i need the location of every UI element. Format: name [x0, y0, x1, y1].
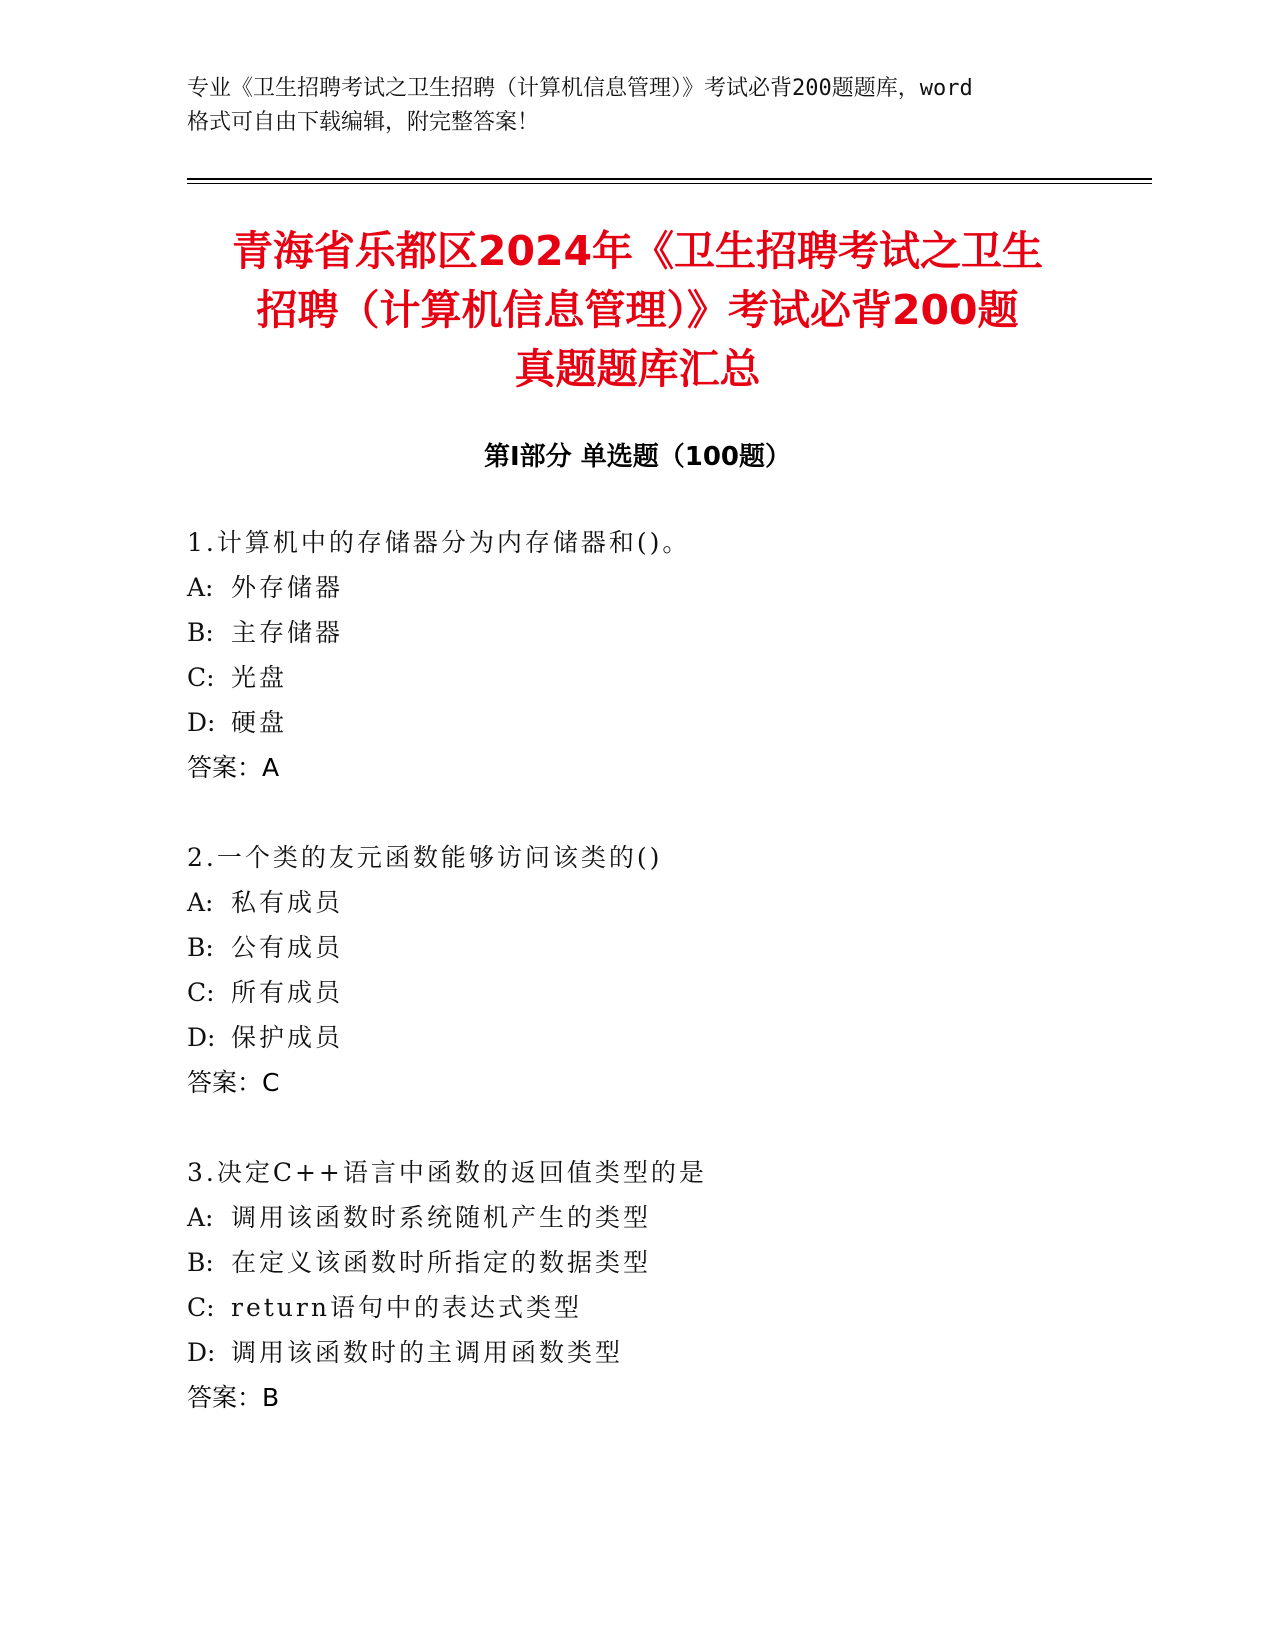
option-c — [187, 655, 1087, 700]
answer-line: 答案：B — [187, 1383, 280, 1412]
document-title-line: 青海省乐都区2024年《卫生招聘考试之卫生 — [231, 227, 1044, 275]
option-text: 在定义该函数时所指定的数据类型 — [231, 1248, 652, 1277]
option-d — [187, 1330, 1087, 1375]
option-a — [187, 565, 1087, 610]
option-text: 所有成员 — [231, 978, 344, 1007]
option-b — [187, 1240, 1087, 1285]
header-divider — [187, 178, 1152, 180]
question-item — [187, 520, 1087, 790]
option-key: D: — [187, 1338, 216, 1367]
option-key: A: — [187, 888, 214, 917]
question-list — [187, 520, 1087, 1465]
answer-line: 答案：C — [187, 1068, 280, 1097]
option-key: B: — [187, 618, 214, 647]
option-a — [187, 880, 1087, 925]
option-c — [187, 970, 1087, 1015]
answer-line: 答案：A — [187, 753, 280, 782]
option-text: 保护成员 — [231, 1023, 344, 1052]
document-title — [160, 222, 1115, 399]
header-note-line: 格式可自由下载编辑，附完整答案！ — [187, 110, 540, 135]
option-text: 光盘 — [231, 663, 288, 692]
header-divider-thin — [187, 183, 1152, 184]
option-text: 硬盘 — [231, 708, 288, 737]
option-text: 调用该函数时的主调用函数类型 — [231, 1338, 624, 1367]
option-text: 调用该函数时系统随机产生的类型 — [231, 1203, 652, 1232]
option-text: 公有成员 — [231, 933, 344, 962]
option-b — [187, 925, 1087, 970]
question-stem: 2.一个类的友元函数能够访问该类的() — [187, 843, 663, 872]
option-key: C: — [187, 1293, 215, 1322]
header-note — [187, 72, 1087, 140]
question-item — [187, 1150, 1087, 1420]
question-item — [187, 835, 1087, 1105]
option-key: B: — [187, 1248, 214, 1277]
option-text: return语句中的表达式类型 — [231, 1293, 582, 1322]
option-key: A: — [187, 1203, 214, 1232]
option-c — [187, 1285, 1087, 1330]
section-title: 第Ⅰ部分 单选题（100题） — [484, 442, 791, 472]
document-title-line: 真题题库汇总 — [514, 345, 761, 393]
option-key: C: — [187, 978, 215, 1007]
option-a — [187, 1195, 1087, 1240]
question-stem: 3.决定C++语言中函数的返回值类型的是 — [187, 1158, 707, 1187]
question-stem: 1.计算机中的存储器分为内存储器和()。 — [187, 528, 691, 557]
option-key: D: — [187, 708, 216, 737]
header-note-line: 专业《卫生招聘考试之卫生招聘（计算机信息管理）》考试必背200题题库，word — [187, 76, 973, 101]
option-key: A: — [187, 573, 214, 602]
option-key: B: — [187, 933, 214, 962]
option-d — [187, 1015, 1087, 1060]
document-title-line: 招聘（计算机信息管理）》考试必背200题 — [256, 286, 1019, 334]
option-key: D: — [187, 1023, 216, 1052]
option-text: 主存储器 — [231, 618, 344, 647]
option-d — [187, 700, 1087, 745]
option-text: 私有成员 — [231, 888, 344, 917]
option-b — [187, 610, 1087, 655]
option-text: 外存储器 — [231, 573, 344, 602]
option-key: C: — [187, 663, 215, 692]
